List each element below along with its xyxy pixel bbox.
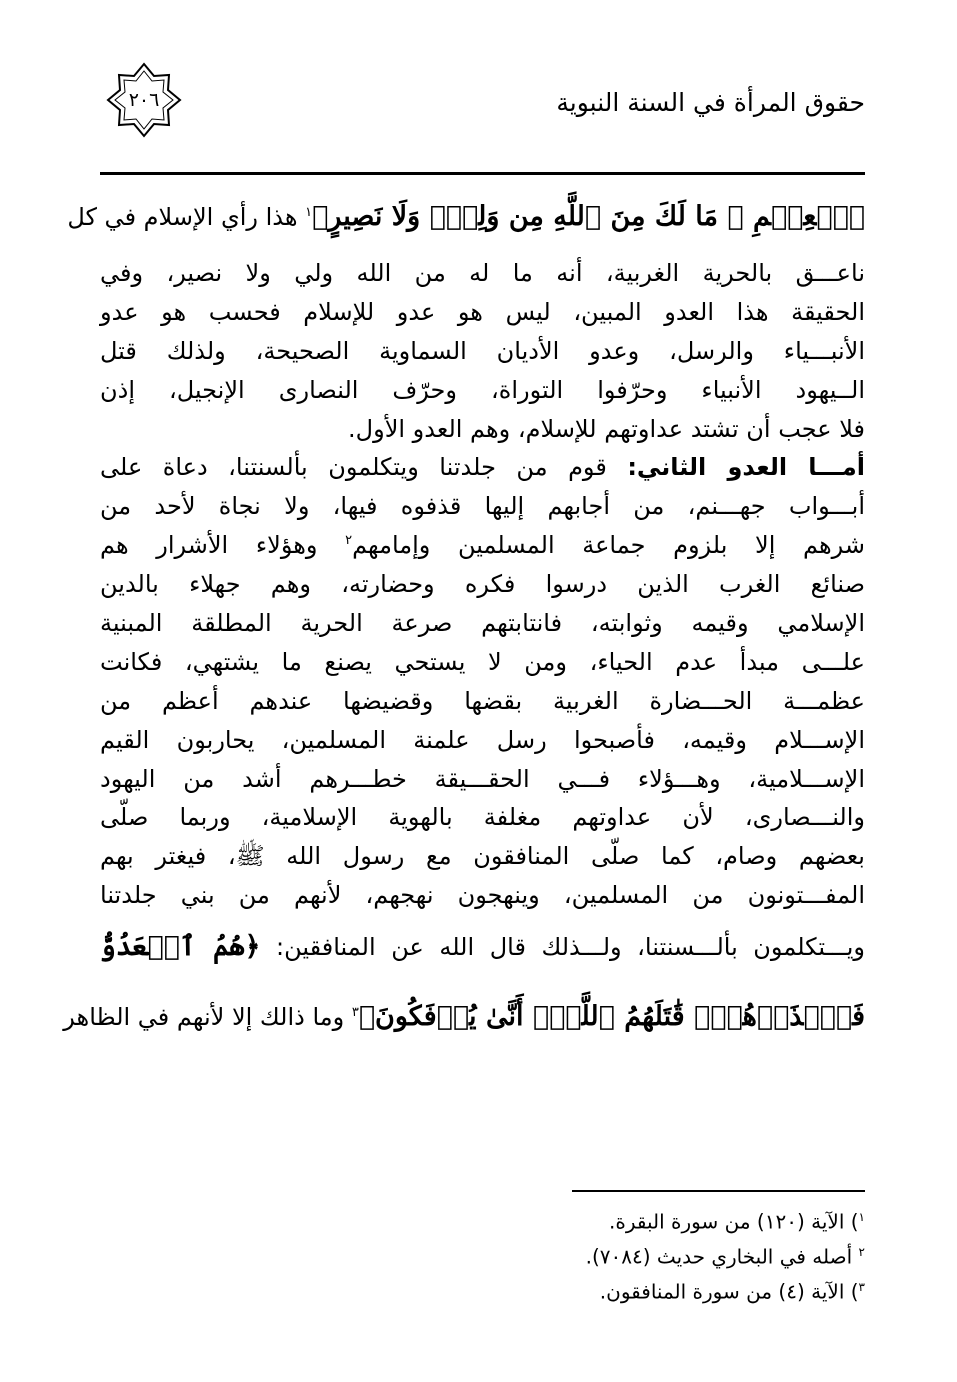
text-line — [100, 293, 865, 332]
footnote-text: ) الآية (٤) من سورة المنافقون. — [599, 1279, 859, 1304]
text-line — [100, 682, 865, 721]
footnote-separator — [572, 1190, 865, 1192]
footnote-ref: ١ — [305, 205, 313, 220]
line-text: ويـــتكلمون بألـــسنتنا، ولـــذلك قال الله عن المنافقين: — [260, 933, 865, 962]
text-line — [63, 979, 865, 1067]
line-text: شرهم إلا بلزوم جماعة المسلمين وإمامهم — [352, 531, 865, 560]
page-number-badge — [106, 62, 182, 138]
line-text: صنائع الغرب الذين درسوا فكره وحضارته، وهم جهلاء بالدين — [100, 570, 865, 599]
line-text: قوم من جلدتنا ويتكلمون بألسنتنا، دعاة على — [100, 453, 628, 482]
text-line — [100, 915, 865, 979]
section-heading: أمـــا العدو الثاني: — [627, 453, 865, 482]
footnote-ref: ٣ — [351, 1005, 359, 1021]
line-text: والنـــصارى، لأن عداوتهم مغلفة بالهوية الإسلامية، وربما صلّى — [100, 803, 865, 832]
line-text: الحقيقة هذا العدو المبين، ليس هو عدو للإسلام فحسب هو عدو — [100, 297, 865, 326]
text-line — [67, 188, 865, 254]
footnote-ref: ٢ — [345, 533, 353, 549]
footnote — [586, 1270, 865, 1305]
quran-verse: ﭐلۡعِلۡمِ ۙ مَا لَكَ مِنَ ٱللَّهِ مِن وَلِيّٖ وَلَا نَصِيرٍ﴾ — [312, 201, 865, 232]
line-text: الإسلامي وقيمه وثوابته، فانتابتهم صرعة الحرية المطلقة المبنية — [100, 609, 865, 638]
footnote-text: أصله في البخاري حديث (٧٠٨٤). — [585, 1244, 859, 1269]
line-text: الأنبـــياء والرسل، وعدو الأديان السماوية الصحيحة، ولذلك قتل — [100, 336, 865, 365]
text-line — [100, 760, 865, 799]
text-line — [100, 332, 865, 371]
main-text — [63, 188, 865, 1067]
text-line — [100, 721, 865, 760]
text-line — [100, 526, 865, 565]
text-line — [100, 448, 865, 487]
text-line — [100, 604, 865, 643]
text-line — [100, 798, 865, 837]
text-line — [100, 565, 865, 604]
line-text: هذا رأي الإسلام في كل — [67, 203, 306, 231]
footnote — [586, 1235, 865, 1270]
page-number: ٢٠٦ — [128, 89, 160, 111]
line-text: الــيهود الأنبياء وحرّفوا التوراة، وحرّف النصارى الإنجيل، إذن — [100, 375, 865, 404]
footnote-mark: ٣ — [858, 1280, 865, 1294]
quran-verse: فَٱحۡذَرۡهُمۡۚ قَٰتَلَهُمُ ٱللَّهُۖ أَنَّىٰ يُؤۡفَكُونَ﴾ — [358, 1001, 865, 1033]
footnote-text: ) الآية (١٢٠) من سورة البقرة. — [609, 1209, 859, 1234]
footnote — [586, 1200, 865, 1235]
text-line — [100, 643, 865, 682]
text-line — [100, 837, 865, 876]
text-line — [100, 371, 865, 410]
text-line — [100, 876, 865, 915]
line-text: فلا عجب أن تشتد عداوتهم للإسلام، وهم العدو الأول. — [348, 414, 865, 443]
page-header — [100, 60, 865, 170]
text-line — [100, 254, 865, 293]
header-rule — [100, 172, 865, 175]
footnotes — [586, 1200, 865, 1305]
line-text: بعضهم وصام، كما صلّى المنافقون مع رسول الله ﷺ، فيغتر بهم — [100, 842, 865, 871]
text-line — [100, 487, 865, 526]
line-text: ناعـــق بالحرية الغربية، أنه ما له من الله ولي ولا نصير، وفي — [100, 259, 865, 287]
line-text: أبـــواب جهـــنم، من أجابهم إليها قذفوه فيها، ولا نجاة لأحد من — [100, 492, 865, 521]
line-text: وهؤلاء الأشرار هم — [100, 531, 346, 560]
text-line — [100, 410, 865, 449]
footnote-mark: ٢ — [858, 1245, 865, 1259]
line-text: الإســـلامية، وهـــؤلاء فـــي الحقـــيقة خطـــرهم أشد من اليهود — [100, 764, 865, 793]
line-text: الإســـلام وقيمه، فأصبحوا رسل علمنة المسلمين، يحاربون القيم — [100, 725, 865, 754]
running-title: حقوق المرأة في السنة النبوية — [556, 88, 865, 117]
line-text: عظمـــة الحـــضارة الغربية بقضها وقضيضها عندهم أعظم من — [100, 686, 865, 715]
line-text: وما ذالك إلا لأنهم في الظاهر — [63, 1003, 352, 1032]
line-text: علـــى مبدأ عدم الحياء، ومن لا يستحي يصنع ما يشتهي، فكانت — [100, 647, 865, 676]
line-text: المفـــتونون من المسلمين، وينهجون نهجهم، لأنهم من بني جلدتنا — [100, 881, 865, 910]
footnote-mark: ١ — [858, 1210, 865, 1224]
quran-verse: ﴿هُمُ ٱلۡعَدُوُّ — [100, 931, 261, 963]
